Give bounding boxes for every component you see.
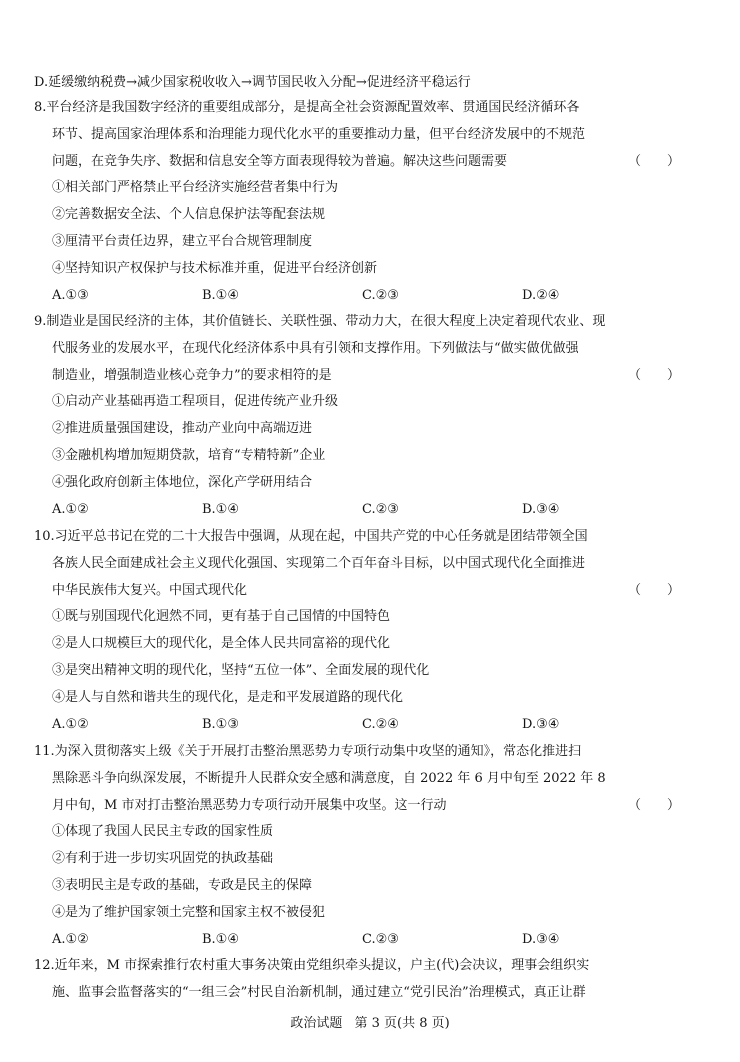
q9-option-b: B.①④	[202, 501, 239, 517]
question-8	[0, 95, 740, 309]
q9-item-3: ③金融机构增加短期贷款，培育“专精特新”企业	[52, 447, 326, 463]
q11-stem-line-3: 月中旬，M 市对打击整治黑恶势力专项行动开展集中攻坚。这一行动	[52, 797, 447, 813]
q9-option-c: C.②③	[362, 501, 399, 517]
q11-option-a: A.①②	[52, 931, 89, 947]
q10-item-4: ④是人与自然和谐共生的现代化，是走和平发展道路的现代化	[52, 689, 404, 705]
q10-item-3: ③是突出精神文明的现代化，坚持“五位一体”、全面发展的现代化	[52, 662, 430, 678]
q8-option-b: B.①④	[202, 287, 239, 303]
q10-option-d: D.③④	[522, 716, 560, 732]
question-12	[0, 953, 740, 1007]
q10-answer-bracket: （ ）	[628, 582, 681, 598]
q8-stem-line-1: 8.平台经济是我国数字经济的重要组成部分，是提高全社会资源配置效率、贯通国民经济循环各	[34, 100, 580, 115]
q8-answer-bracket: （ ）	[628, 153, 681, 169]
q9-stem-line-2: 代服务业的发展水平，在现代化经济体系中具有引领和支撑作用。下列做法与“做实做优做强	[52, 340, 579, 356]
q8-item-3: ③厘清平台责任边界，建立平台合规管理制度	[52, 233, 313, 249]
q8-stem-line-2: 环节、提高国家治理体系和治理能力现代化水平的重要推动力量，但平台经济发展中的不规范	[52, 126, 586, 142]
q11-stem-line-1: 11.为深入贯彻落实上级《关于开展打击整治黑恶势力专项行动集中攻坚的通知》，常态化推进扫	[34, 744, 582, 759]
question-11	[0, 739, 740, 953]
q9-stem-line-3: 制造业，增强制造业核心竞争力”的要求相符的是	[52, 367, 332, 383]
q8-option-a: A.①③	[52, 287, 89, 303]
q11-item-1: ①体现了我国人民民主专政的国家性质	[52, 824, 274, 840]
q10-stem-line-2: 各族人民全面建成社会主义现代化强国、实现第二个百年奋斗目标，以中国式现代化全面推进	[52, 555, 586, 571]
q10-stem-line-3: 中华民族伟大复兴。中国式现代化	[52, 582, 248, 598]
q10-option-c: C.②④	[362, 716, 399, 732]
q8-options	[0, 283, 740, 310]
q11-item-4: ④是为了维护国家领土完整和国家主权不被侵犯	[52, 904, 326, 920]
footer-subject: 政治试题	[290, 1016, 343, 1031]
q10-item-1: ①既与别国现代化迥然不同，更有基于自己国情的中国特色	[52, 609, 391, 625]
q9-item-2: ②推进质量强国建设，推动产业向中高端迈进	[52, 421, 313, 437]
q11-option-b: B.①④	[202, 931, 239, 947]
q11-option-d: D.③④	[522, 931, 560, 947]
q9-answer-bracket: （ ）	[628, 367, 681, 383]
q9-item-4: ④强化政府创新主体地位，深化产学研用结合	[52, 474, 313, 490]
q11-item-3: ③表明民主是专政的基础，专政是民主的保障	[52, 877, 313, 893]
q10-stem-line-1: 10.习近平总书记在党的二十大报告中强调，从现在起，中国共产党的中心任务就是团结带领全国	[34, 529, 588, 544]
q11-option-c: C.②③	[362, 931, 399, 947]
q8-item-1: ①相关部门严格禁止平台经济实施经营者集中行为	[52, 180, 339, 196]
q7-option-d: D.延缓缴纳税费→减少国家税收收入→调节国民收入分配→促进经济平稳运行	[34, 75, 471, 90]
q12-stem-line-2: 施、监事会监督落实的“一组三会”村民自治新机制，通过建立“党引民治”治理模式，真正让群	[52, 984, 586, 1000]
q10-item-2: ②是人口规模巨大的现代化，是全体人民共同富裕的现代化	[52, 636, 391, 652]
q11-stem-line-2: 黑除恶斗争向纵深发展，不断提升人民群众安全感和满意度，自 2022 年 6 月中旬至 2022 年 8	[52, 770, 606, 786]
q11-item-2: ②有利于进一步切实巩固党的执政基础	[52, 851, 274, 867]
page-footer	[0, 1012, 740, 1031]
question-10	[0, 524, 740, 738]
footer-page-number: 第 3 页(共 8 页)	[354, 1016, 450, 1031]
q9-option-a: A.①②	[52, 501, 89, 517]
q8-stem-line-3: 问题，在竞争失序、数据和信息安全等方面表现得较为普遍。解决这些问题需要	[52, 153, 508, 169]
q9-item-1: ①启动产业基础再造工程项目，促进传统产业升级	[52, 394, 339, 410]
q9-options	[0, 497, 740, 524]
q9-option-d: D.③④	[522, 501, 560, 517]
question-9	[0, 309, 740, 523]
q8-item-2: ②完善数据安全法、个人信息保护法等配套法规	[52, 207, 326, 223]
q8-option-d: D.②④	[522, 287, 560, 303]
q12-stem-line-1: 12.近年来，M 市探索推行农村重大事务决策由党组织牵头提议，户主(代)会决议，理事会组织实	[34, 958, 590, 973]
q9-stem-line-1: 9.制造业是国民经济的主体，其价值链长、关联性强、带动力大，在很大程度上决定着现代农业、现	[34, 314, 606, 329]
q10-option-a: A.①②	[52, 716, 89, 732]
q11-answer-bracket: （ ）	[628, 797, 681, 813]
q8-item-4: ④坚持知识产权保护与技术标准并重，促进平台经济创新	[52, 260, 378, 276]
q8-option-c: C.②③	[362, 287, 399, 303]
q10-option-b: B.①③	[202, 716, 239, 732]
q11-options	[0, 927, 740, 954]
q10-options	[0, 712, 740, 739]
